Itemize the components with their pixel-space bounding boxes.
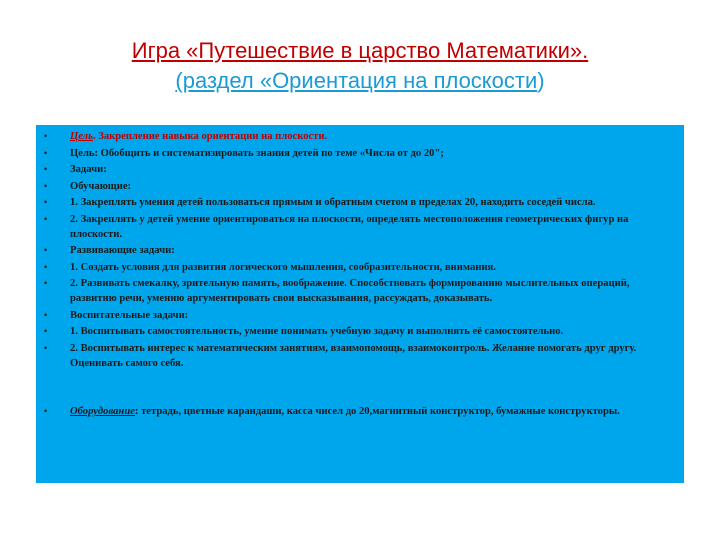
bullet-icon: • <box>44 245 48 255</box>
bullet-icon: • <box>44 278 48 288</box>
bullet-icon: • <box>44 131 48 141</box>
item-text: Воспитательные задачи: <box>70 309 189 321</box>
list-item-goal <box>42 129 674 144</box>
bullet-icon: • <box>44 164 48 174</box>
item-text: Развивающие задачи: <box>70 245 175 256</box>
item-text: 1. Создать условия для развития логического мышления, сообразительности, внимания. <box>70 261 496 273</box>
list-item <box>42 146 674 161</box>
list-item <box>42 243 674 258</box>
bullet-icon: • <box>44 197 48 207</box>
slide-title <box>0 36 720 96</box>
item-text: Обучающие: <box>70 180 132 192</box>
bullet-icon: • <box>44 261 48 272</box>
bullet-icon: • <box>44 326 48 336</box>
list-item <box>42 276 674 306</box>
list-item <box>42 212 674 242</box>
title-line-1: Игра «Путешествие в царство Математики». <box>131 38 589 63</box>
list-item <box>42 260 674 275</box>
bullet-icon: • <box>44 309 48 320</box>
list-item <box>42 179 674 194</box>
list-item-equipment <box>42 404 674 419</box>
title-closing-paren: ) <box>537 68 545 93</box>
content-panel <box>36 125 684 483</box>
bullet-icon: • <box>44 180 48 191</box>
spacer <box>42 372 674 404</box>
item-text: 1. Воспитывать самостоятельность, умение понимать учебную задачу и выполнять её самостоятельно. <box>70 326 564 337</box>
bullet-list <box>42 129 674 371</box>
bullet-icon: • <box>44 406 48 416</box>
goal-text: . Закрепление навыка ориентации на плоскости. <box>92 131 328 142</box>
goal-label: Цель <box>70 131 93 142</box>
item-text: 2. Закреплять у детей умение ориентироваться на плоскости, определять местоположения геометрических фигур на плоскости. <box>70 213 629 240</box>
list-item <box>42 341 674 371</box>
title-link[interactable]: (раздел «Ориентация на плоскости <box>175 68 538 93</box>
equipment-list <box>42 404 674 419</box>
item-text: 2. Воспитывать интерес к математическим занятиям, взаимопомощь, взаимоконтроль. Желание помогать друг другу. Оценивать самого себя. <box>70 342 637 369</box>
list-item <box>42 308 674 323</box>
item-text: Задачи: <box>70 164 107 175</box>
equipment-text: : тетрадь, цветные карандаши, касса чисел до 20,магнитный конструктор, бумажные конструкторы. <box>134 406 620 417</box>
bullet-icon: • <box>44 147 48 158</box>
bullet-icon: • <box>44 342 48 353</box>
list-item <box>42 162 674 177</box>
item-text: Цель: Обобщить и систематизировать знания детей по теме «Числа от до 20"; <box>70 147 444 159</box>
item-text: 2. Развивать смекалку, зрительную память, воображение. Способствовать формированию мыслительных операций, развитию речи, умению аргументировать свои высказывания, рассуждать, доказывать. <box>70 278 630 304</box>
item-text: 1. Закреплять умения детей пользоваться прямым и обратным счетом в пределах 20, находить соседей числа. <box>70 197 596 208</box>
bullet-icon: • <box>44 213 48 224</box>
list-item <box>42 324 674 339</box>
equipment-label: Оборудование <box>70 406 135 417</box>
list-item <box>42 195 674 210</box>
title-line-2 <box>0 66 720 96</box>
